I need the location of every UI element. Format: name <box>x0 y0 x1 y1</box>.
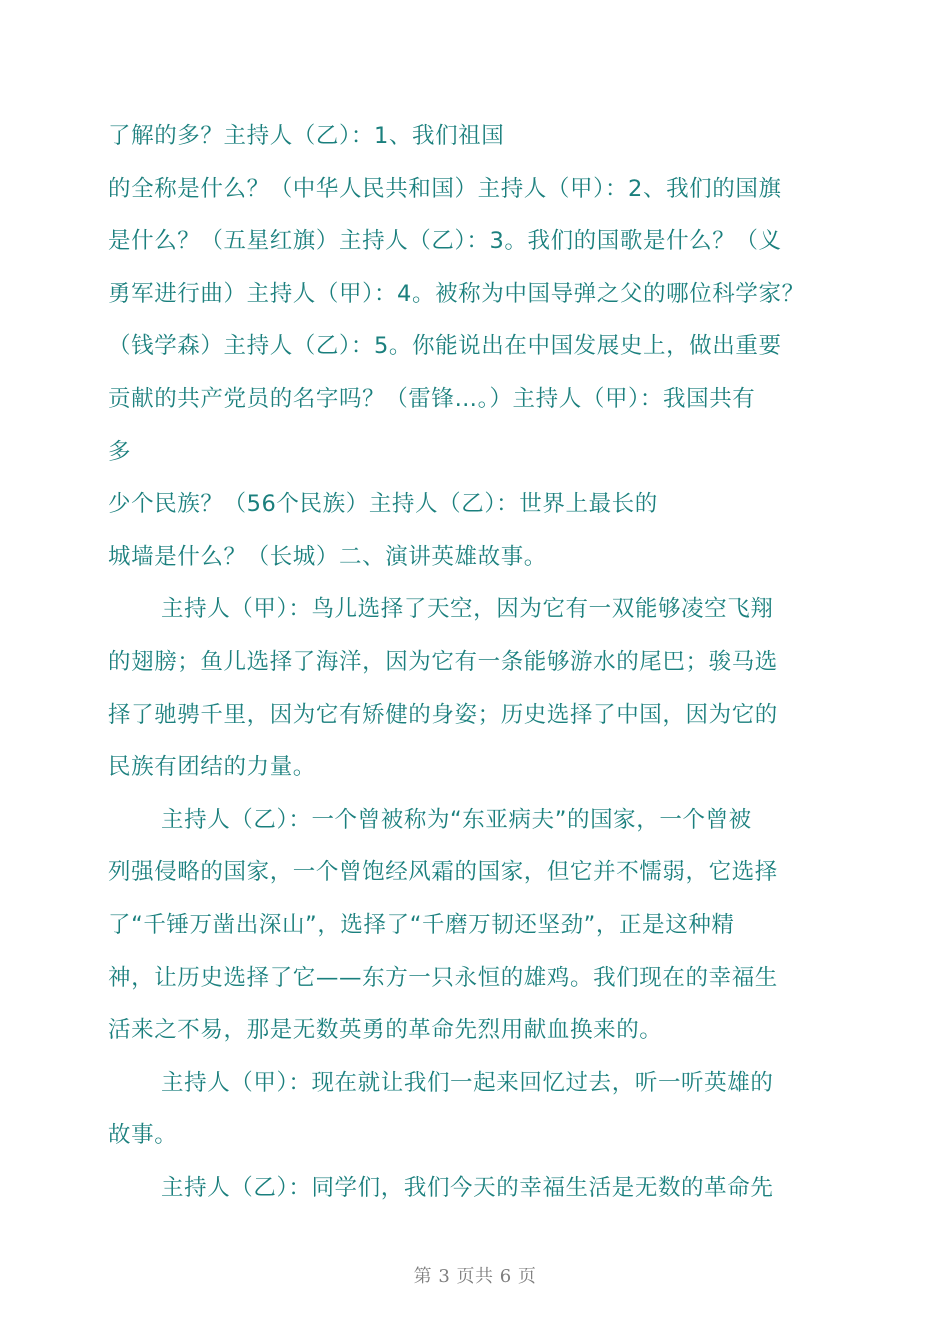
text-line: 贡献的共产党员的名字吗？（雷锋…。）主持人（甲）：我国共有 <box>108 385 756 412</box>
text-line: （钱学森）主持人（乙）：5。你能说出在中国发展史上，做出重要 <box>108 333 782 360</box>
text-line: 的翅膀；鱼儿选择了海洋，因为它有一条能够游水的尾巴；骏马选 <box>108 648 778 675</box>
text-line: 勇军进行曲）主持人（甲）：4。被称为中国导弹之父的哪位科学家？ <box>108 280 805 307</box>
text-line: 列强侵略的国家，一个曾饱经风霜的国家，但它并不懦弱，它选择 <box>108 859 778 886</box>
text-line: 神，让历史选择了它——东方一只永恒的雄鸡。我们现在的幸福生 <box>108 964 778 991</box>
text-line: 的全称是什么？（中华人民共和国）主持人（甲）：2、我们的国旗 <box>108 175 782 202</box>
page-number-footer: 第 3 页共 6 页 <box>413 1266 537 1287</box>
text-line: 了“千锤万凿出深山”，选择了“千磨万韧还坚劲”，正是这种精 <box>108 911 735 938</box>
text-line: 少个民族？（56个民族）主持人（乙）：世界上最长的 <box>108 491 658 518</box>
text-line: 城墙是什么？（长城）二、演讲英雄故事。 <box>108 543 547 570</box>
text-line: 活来之不易，那是无数英勇的革命先烈用献血换来的。 <box>108 1017 663 1044</box>
text-line: 多 <box>108 438 132 465</box>
text-line: 择了驰骋千里，因为它有矫健的身姿；历史选择了中国，因为它的 <box>108 701 778 728</box>
paragraph-start-line: 主持人（乙）：同学们，我们今天的幸福生活是无数的革命先 <box>161 1174 774 1201</box>
paragraph-start-line: 主持人（乙）：一个曾被称为“东亚病夫”的国家，一个曾被 <box>161 806 752 833</box>
document-body <box>108 110 868 1214</box>
text-line: 民族有团结的力量。 <box>108 754 316 781</box>
text-line: 了解的多？主持人（乙）：1、我们祖国 <box>108 123 505 149</box>
text-line: 故事。 <box>108 1122 178 1149</box>
paragraph-start-line: 主持人（甲）：现在就让我们一起来回忆过去，听一听英雄的 <box>161 1069 774 1096</box>
text-line: 是什么？（五星红旗）主持人（乙）：3。我们的国歌是什么？（义 <box>108 228 782 255</box>
paragraph-start-line: 主持人（甲）：鸟儿选择了天空，因为它有一双能够凌空飞翔 <box>161 596 774 623</box>
